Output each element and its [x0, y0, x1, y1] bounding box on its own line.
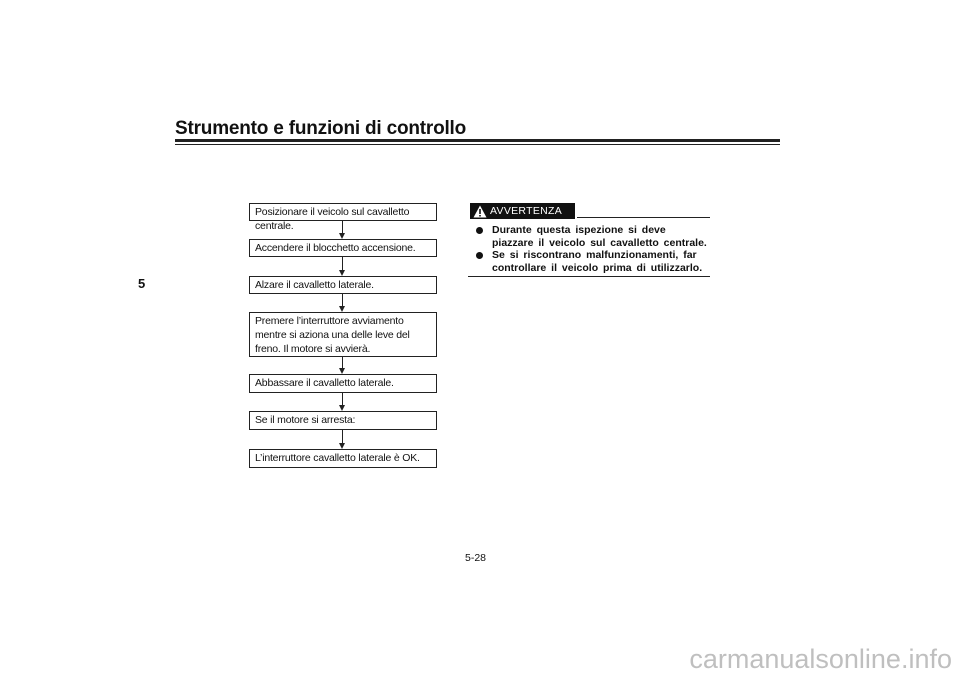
warning-label-text: AVVERTENZA [490, 205, 563, 217]
flow-step-7: L’interruttore cavalletto laterale è OK. [249, 449, 437, 468]
page-number: 5-28 [465, 552, 487, 564]
watermark: carmanualsonline.info [689, 644, 952, 674]
bullet-icon [476, 227, 483, 234]
warning-item-text: Durante questa ispezione si deve piazzare il veicolo sul cavalletto centrale. [492, 224, 707, 249]
warning-item [476, 224, 712, 250]
flow-step-3: Alzare il cavalletto laterale. [249, 276, 437, 294]
page-title: Strumento e funzioni di controllo [175, 118, 467, 139]
warning-label [470, 203, 575, 219]
flow-step-5: Abbassare il cavalletto laterale. [249, 374, 437, 393]
flow-connector [342, 257, 343, 271]
flow-step-2: Accendere il blocchetto accensione. [249, 239, 437, 257]
bullet-icon [476, 252, 483, 259]
header-rule-thin [175, 144, 780, 145]
warning-triangle-icon [473, 205, 487, 218]
flow-connector [342, 430, 343, 444]
flow-step-4: Premere l’interruttore avviamento mentre si aziona una delle leve del freno. Il motore si avvierà. [249, 312, 437, 357]
flow-step-1: Posizionare il veicolo sul cavalletto centrale. [249, 203, 437, 221]
warning-item-text: Se si riscontrano malfunzionamenti, far controllare il veicolo prima di utilizzarlo. [492, 249, 703, 274]
chapter-tab: 5 [138, 276, 146, 291]
warning-rule [577, 217, 710, 218]
header-rule-thick [175, 139, 780, 142]
warning-bottom-rule [468, 276, 710, 277]
warning-item [476, 249, 712, 275]
flow-step-6: Se il motore si arresta: [249, 411, 437, 430]
